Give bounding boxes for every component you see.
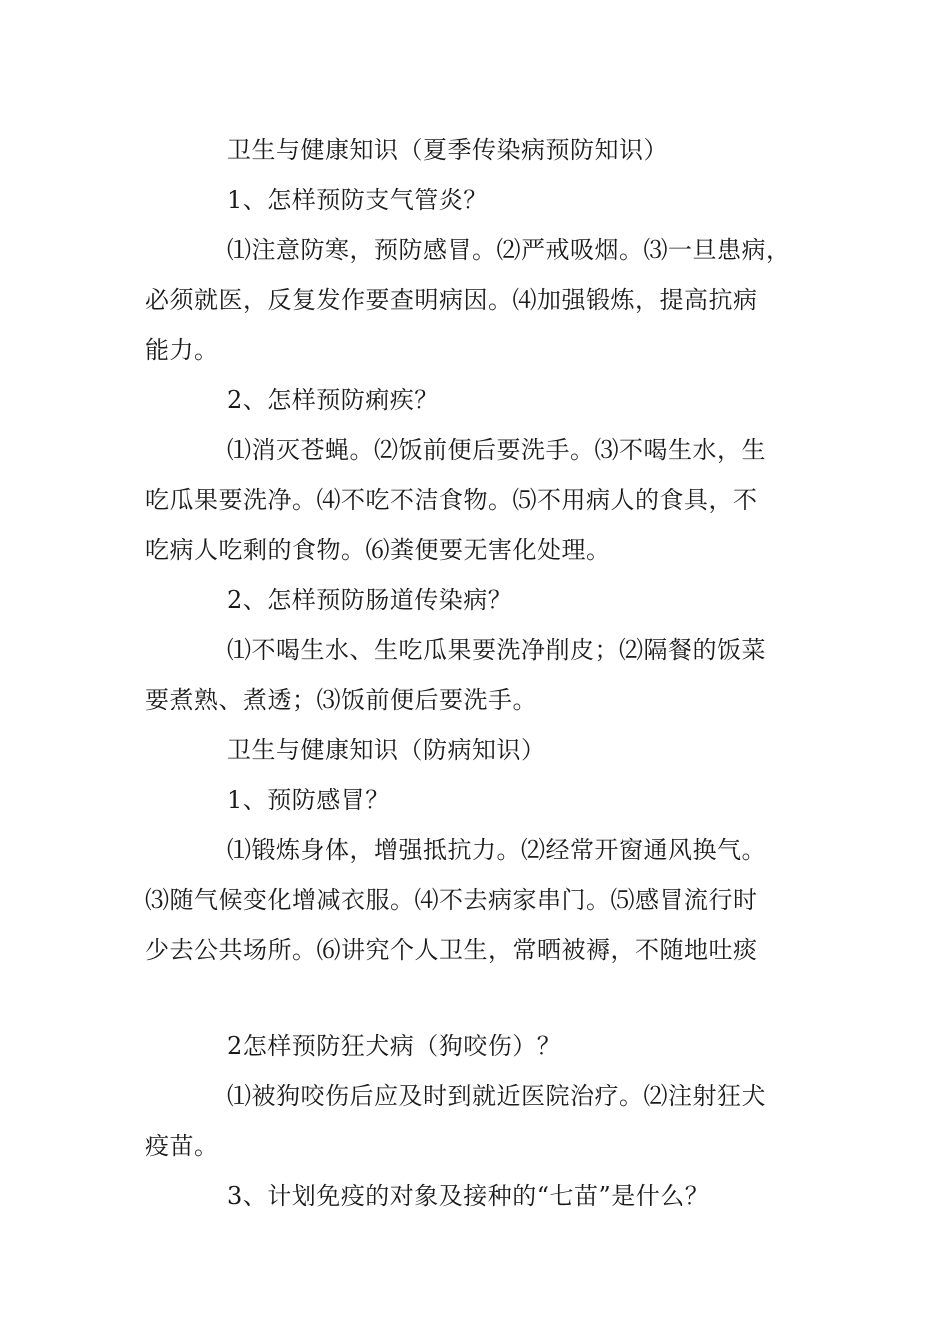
section-title-disease-prevention: 卫生与健康知识（防病知识） <box>227 736 546 764</box>
answer-intestinal-disease-line-1: ⑴不喝生水、生吃瓜果要洗净削皮；⑵隔餐的饭菜 <box>227 636 766 664</box>
question-cold-title: 1、预防感冒？ <box>227 786 390 814</box>
question-rabies-title: 2怎样预防狂犬病（狗咬伤）？ <box>227 1032 562 1060</box>
question-dysentery-title: 2、怎样预防痢疾？ <box>227 386 439 414</box>
answer-dysentery-line-3: 吃病人吃剩的食物。⑹粪便要无害化处理。 <box>145 536 611 564</box>
section-title-summer-infectious-disease: 卫生与健康知识（夏季传染病预防知识） <box>227 136 668 164</box>
question-intestinal-disease-title: 2、怎样预防肠道传染病？ <box>227 586 513 614</box>
answer-bronchitis-line-3: 能力。 <box>145 336 219 364</box>
answer-dysentery-line-2: 吃瓜果要洗净。⑷不吃不洁食物。⑸不用病人的食具，不 <box>145 486 758 514</box>
answer-intestinal-disease-line-2: 要煮熟、煮透；⑶饭前便后要洗手。 <box>145 686 537 714</box>
answer-bronchitis-line-1: ⑴注意防寒，预防感冒。⑵严戒吸烟。⑶一旦患病， <box>227 236 791 264</box>
answer-rabies-line-2: 疫苗。 <box>145 1132 219 1160</box>
question-bronchitis-title: 1、怎样预防支气管炎？ <box>227 186 488 214</box>
answer-bronchitis-line-2: 必须就医，反复发作要查明病因。⑷加强锻炼，提高抗病 <box>145 286 758 314</box>
answer-cold-line-1: ⑴锻炼身体，增强抵抗力。⑵经常开窗通风换气。 <box>227 836 766 864</box>
answer-cold-line-3: 少去公共场所。⑹讲究个人卫生，常晒被褥，不随地吐痰 <box>145 936 758 964</box>
answer-dysentery-line-1: ⑴消灭苍蝇。⑵饭前便后要洗手。⑶不喝生水，生 <box>227 436 766 464</box>
answer-cold-line-2: ⑶随气候变化增减衣服。⑷不去病家串门。⑸感冒流行时 <box>145 886 758 914</box>
question-immunization-title: 3、计划免疫的对象及接种的“七苗”是什么？ <box>227 1182 710 1210</box>
answer-rabies-line-1: ⑴被狗咬伤后应及时到就近医院治疗。⑵注射狂犬 <box>227 1082 766 1110</box>
